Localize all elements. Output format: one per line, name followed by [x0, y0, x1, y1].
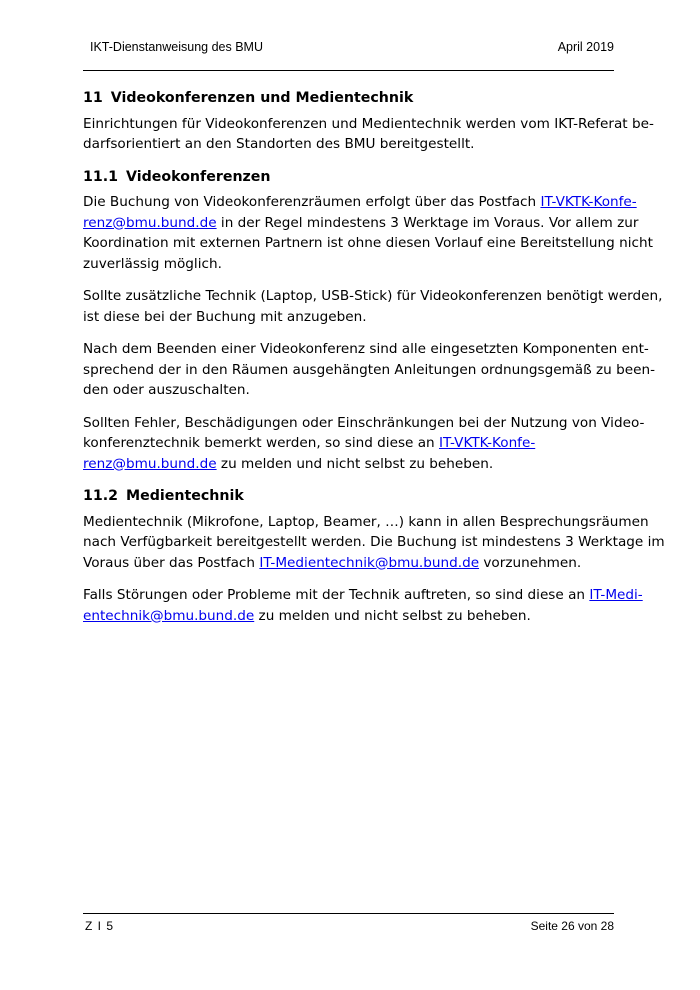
page-footer [83, 913, 614, 938]
page-content [83, 84, 665, 638]
error-reporting-paragraph [83, 413, 645, 475]
vktk-email-link-part1[interactable]: IT-VKTK-Konfe- [540, 194, 637, 210]
paragraph-text: zu melden und nicht selbst zu beheben. [254, 607, 531, 624]
paragraph-line [83, 454, 615, 475]
paragraph-line [83, 192, 637, 213]
additional-equipment-paragraph [83, 286, 663, 327]
section-heading [83, 88, 615, 109]
paragraph-line: Nach dem Beenden einer Videokonferenz sind alle eingesetzten Komponenten ent- [83, 341, 649, 357]
vktk-email-link-part2[interactable]: renz@bmu.bund.de [83, 214, 217, 231]
subsection-title: Videokonferenzen [126, 168, 271, 185]
paragraph-line: nach Verfügbarkeit bereitgestellt werden. Die Buchung ist mindestens 3 Werktage im [83, 534, 665, 550]
paragraph-line: Medientechnik (Mikrofone, Laptop, Beamer, …) kann in allen Besprechungsräumen [83, 513, 649, 530]
paragraph-line [83, 433, 615, 454]
paragraph-line [83, 213, 639, 234]
paragraph-text: Voraus über das Postfach [83, 554, 260, 571]
medientechnik-email-link-part1[interactable]: IT-Medi- [589, 587, 643, 603]
vktk-email-link-part1[interactable]: IT-VKTK-Konfe- [438, 435, 536, 451]
subsection-heading-medientechnik [83, 486, 615, 507]
shutdown-paragraph [83, 339, 655, 401]
subsection-number: 11.2 [83, 488, 119, 504]
section-title: Videokonferenzen und Medientechnik [110, 90, 414, 106]
paragraph-line: zuverlässig möglich. [83, 255, 222, 272]
paragraph-line: Sollten Fehler, Beschädigungen oder Einschränkungen bei der Nutzung von Video- [83, 414, 645, 431]
paragraph-line [83, 585, 643, 606]
paragraph-text: in der Regel mindestens 3 Werktage im Voraus. Vor allem zur [216, 214, 639, 231]
subsection-title: Medientechnik [126, 488, 244, 504]
paragraph-line [83, 553, 615, 574]
paragraph-line: ist diese bei der Buchung mit anzugeben. [83, 308, 367, 325]
subsection-heading-videokonferenzen [83, 167, 615, 188]
medientechnik-email-link[interactable]: IT-Medientechnik@bmu.bund.de [259, 554, 480, 571]
header-document-title: IKT-Dienstanweisung des BMU [90, 40, 263, 54]
paragraph-line: darfsorientiert an den Standorten des BMU bereitgestellt. [83, 136, 475, 152]
media-booking-paragraph [83, 512, 665, 574]
paragraph-line: Koordination mit externen Partnern ist ohne diesen Vorlauf eine Bereitstellung nicht [83, 235, 653, 251]
vktk-email-link-part2[interactable]: renz@bmu.bund.de [83, 455, 217, 472]
paragraph-line: den oder auszuschalten. [83, 382, 250, 398]
footer-department: Z I 5 [85, 919, 115, 933]
booking-paragraph [83, 192, 653, 274]
paragraph-text: zu melden und nicht selbst zu beheben. [216, 455, 494, 472]
subsection-number: 11.1 [83, 168, 119, 185]
paragraph-text: Die Buchung von Videokonferenzräumen erfolgt über das Postfach [83, 194, 541, 210]
paragraph-line [83, 606, 615, 627]
section-number: 11 [83, 90, 103, 106]
paragraph-text: konferenztechnik bemerkt werden, so sind diese an [83, 435, 439, 451]
paragraph-text: Falls Störungen oder Probleme mit der Technik auftreten, so sind diese an [83, 587, 590, 603]
paragraph-line: Einrichtungen für Videokonferenzen und Medientechnik werden vom IKT-Referat be- [83, 115, 654, 132]
medientechnik-email-link-part2[interactable]: entechnik@bmu.bund.de [83, 607, 255, 624]
paragraph-line: Sollte zusätzliche Technik (Laptop, USB-Stick) für Videokonferenzen benötigt werden, [83, 288, 663, 304]
header-date: April 2019 [557, 40, 614, 54]
footer-page-number: Seite 26 von 28 [530, 919, 614, 933]
section-intro-paragraph [83, 114, 654, 155]
paragraph-line: sprechend der in den Räumen ausgehängten Anleitungen ordnungsgemäß zu been- [83, 361, 655, 378]
media-fault-paragraph [83, 585, 643, 626]
paragraph-text: vorzunehmen. [479, 554, 582, 571]
page-header [83, 36, 614, 71]
